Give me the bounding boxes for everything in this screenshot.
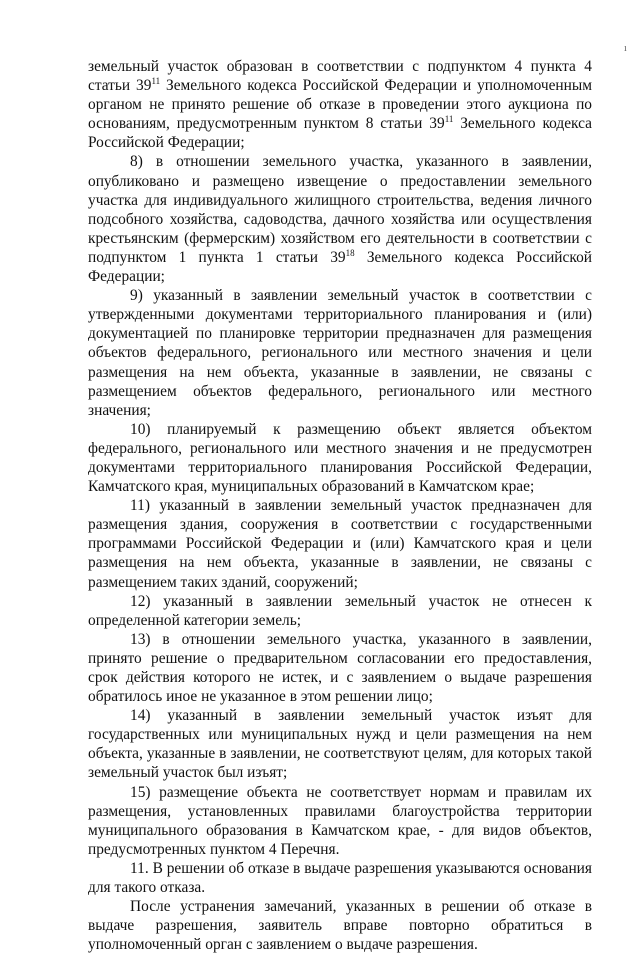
- list-item-13: 13) в отношении земельного участка, указанного в заявлении, принято решение о предварительном согласовании его предоставления, срок действия которого не истек, и с заявлением о выдаче разрешения обратилось иное не указанное в этом решении лицо;: [88, 630, 592, 706]
- text-run: Земельного кодекса Российской Федерации и уполномоченным органом не принято решение об отказе в проведении этого аукциона по основаниям, предусмотренным пунктом 8 статьи 39: [88, 77, 592, 133]
- list-item-8: [88, 152, 592, 286]
- list-item-15: 15) размещение объекта не соответствует нормам и правилам их размещения, установленных правилами благоустройства территории муниципального образования в Камчатском крае, - для видов объектов, предусмотренных пунктом 4 Перечня.: [88, 783, 592, 858]
- list-item-12: 12) указанный в заявлении земельный участок не отнесен к определенной категории земель;: [88, 592, 592, 629]
- paragraph-continuation: [88, 57, 592, 152]
- document-page: [88, 57, 592, 954]
- list-item-11: 11) указанный в заявлении земельный участок предназначен для размещения здания, сооружения в соответствии с государственными программами Российской Федерации и (или) Камчатского края и цели размещения на нем объекта, указанные в заявлении, не связаны с размещением таких зданий, сооружений;: [88, 497, 592, 591]
- list-item-10: 10) планируемый к размещению объект является объектом федерального, регионального или местного значения и не предусмотрен документами территориального планирования Российской Федерации, Камчатского края, муниципальных образований в Камчатском крае;: [88, 420, 592, 496]
- text-run: земельный участок образован в соответствии с подпунктом 4 пункта 4 статьи 39: [88, 58, 592, 95]
- text-run: Земельного кодекса Российской Федерации;: [88, 248, 593, 286]
- text-run: 8) в отношении земельного участка, указанного в заявлении, опубликовано и размещено извещение о предоставлении земельного участка для индивидуального жилищного строительства, ведения личного подсобного хозяйства, садоводства, дачного хозяйства или осуществления крестьянским (фермерским) хозяйством его деятельности в соответствии с подпунктом 1 пункта 1 статьи 39: [88, 153, 592, 266]
- section-11: 11. В решении об отказе в выдаче разрешения указываются основания для такого отказа.: [88, 859, 592, 897]
- list-item-14: 14) указанный в заявлении земельный участок изъят для государственных или муниципальных нужд и цели размещения на нем объекта, указанные в заявлении, не соответствуют целям, для которых такой земельный участок был изъят;: [88, 707, 592, 782]
- text-run: Земельного кодекса Российской Федерации;: [88, 115, 593, 152]
- final-paragraph: После устранения замечаний, указанных в решении об отказе в выдаче разрешения, заявитель вправе повторно обратиться в уполномоченный орган с заявлением о выдаче разрешения.: [88, 898, 592, 954]
- superscript: 11: [444, 114, 454, 125]
- list-item-9: 9) указанный в заявлении земельный участок в соответствии с утвержденными документами территориального планирования и (или) документацией по планировке территории предназначен для размещения объектов федерального, регионального или местного значения и цели размещения на нем объекта, указанные в заявлении, не связаны с размещением объектов федерального, регионального или местного значения;: [88, 287, 592, 419]
- superscript: 18: [345, 247, 355, 258]
- margin-mark: ı: [624, 43, 627, 54]
- superscript: 11: [151, 76, 161, 87]
